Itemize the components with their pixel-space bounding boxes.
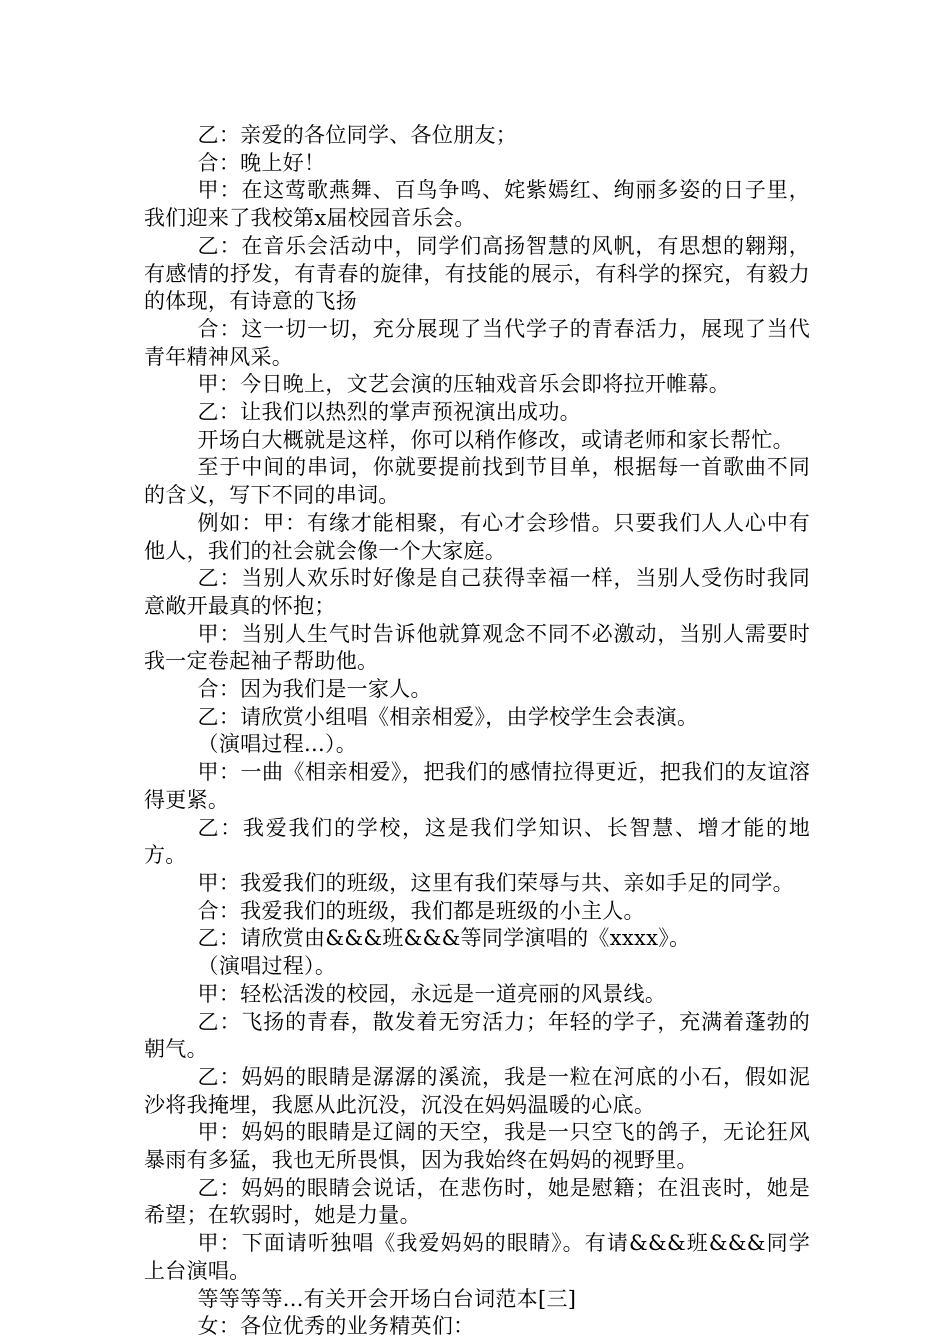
paragraph: （演唱过程...）。	[197, 732, 358, 757]
paragraph: 乙：请欣赏由&&&班&&&等同学演唱的《xxxx》。	[197, 926, 691, 951]
document-body	[144, 122, 810, 1341]
paragraph: 甲：一曲《相亲相爱》，把我们的感情拉得更近，把我们的友谊溶得更紧。	[144, 760, 810, 812]
paragraph: 合：我爱我们的班级，我们都是班级的小主人。	[197, 898, 645, 923]
paragraph: 乙：我爱我们的学校，这是我们学知识、长智慧、增才能的地方。	[144, 815, 810, 868]
paragraph: 甲：今日晚上，文艺会演的压轴戏音乐会即将拉开帷幕。	[197, 372, 731, 397]
paragraph: 乙：在音乐会活动中，同学们高扬智慧的风帆，有思想的翱翔，有感情的抒发，有青春的旋律，有技能的展示，有科学的探究，有毅力的体现，有诗意的飞扬	[144, 233, 810, 314]
paragraph: 甲：妈妈的眼睛是辽阔的天空，我是一只空飞的鸽子，无论狂风暴雨有多猛，我也无所畏惧，因为我始终在妈妈的视野里。	[144, 1120, 810, 1173]
paragraph: 开场白大概就是这样，你可以稍作修改，或请老师和家长帮忙。	[197, 427, 794, 452]
paragraph: 甲：在这莺歌燕舞、百鸟争鸣、姹紫嫣红、绚丽多姿的日子里，我们迎来了我校第x届校园音乐会。	[144, 178, 810, 231]
paragraph: 甲：下面请听独唱《我爱妈妈的眼睛》。有请&&&班&&&同学上台演唱。	[144, 1231, 810, 1283]
paragraph: 合：晚上好！	[197, 150, 326, 175]
paragraph: 乙：请欣赏小组唱《相亲相爱》，由学校学生会表演。	[197, 704, 699, 729]
paragraph: 合：这一切一切，充分展现了当代学子的青春活力，展现了当代青年精神风采。	[144, 316, 810, 369]
paragraph: 乙：让我们以热烈的掌声预祝演出成功。	[197, 400, 581, 425]
paragraph: 至于中间的串词，你就要提前找到节目单，根据每一首歌曲不同的含义，写下不同的串词。	[144, 455, 810, 508]
paragraph: 女：各位优秀的业务精英们：	[197, 1314, 475, 1339]
paragraph: 乙：当别人欢乐时好像是自己获得幸福一样，当别人受伤时我同意敞开最真的怀抱；	[144, 566, 810, 618]
paragraph: 合：因为我们是一家人。	[197, 677, 432, 702]
paragraph: 甲：当别人生气时告诉他就算观念不同不必激动，当别人需要时我一定卷起袖子帮助他。	[144, 621, 810, 674]
paragraph: 乙：亲爱的各位同学、各位朋友；	[197, 123, 518, 147]
paragraph: 乙：妈妈的眼睛会说话，在悲伤时，她是慰籍；在沮丧时，她是希望；在软弱时，她是力量。	[144, 1175, 810, 1228]
paragraph: 乙：飞扬的青春，散发着无穷活力；年轻的学子，充满着蓬勃的朝气。	[144, 1009, 810, 1062]
paragraph: 甲：轻松活泼的校园，永远是一道亮丽的风景线。	[197, 981, 667, 1006]
paragraph: 甲：我爱我们的班级，这里有我们荣辱与共、亲如手足的同学。	[197, 870, 794, 895]
paragraph: 例如：甲：有缘才能相聚，有心才会珍惜。只要我们人人心中有他人，我们的社会就会像一个大家庭。	[144, 510, 810, 563]
paragraph: 乙：妈妈的眼睛是潺潺的溪流，我是一粒在河底的小石，假如泥沙将我掩埋，我愿从此沉没，沉没在妈妈温暖的心底。	[144, 1064, 810, 1117]
paragraph: 等等等等...有关开会开场白台词范本[三]	[197, 1286, 577, 1311]
paragraph: （演唱过程）。	[197, 954, 337, 979]
